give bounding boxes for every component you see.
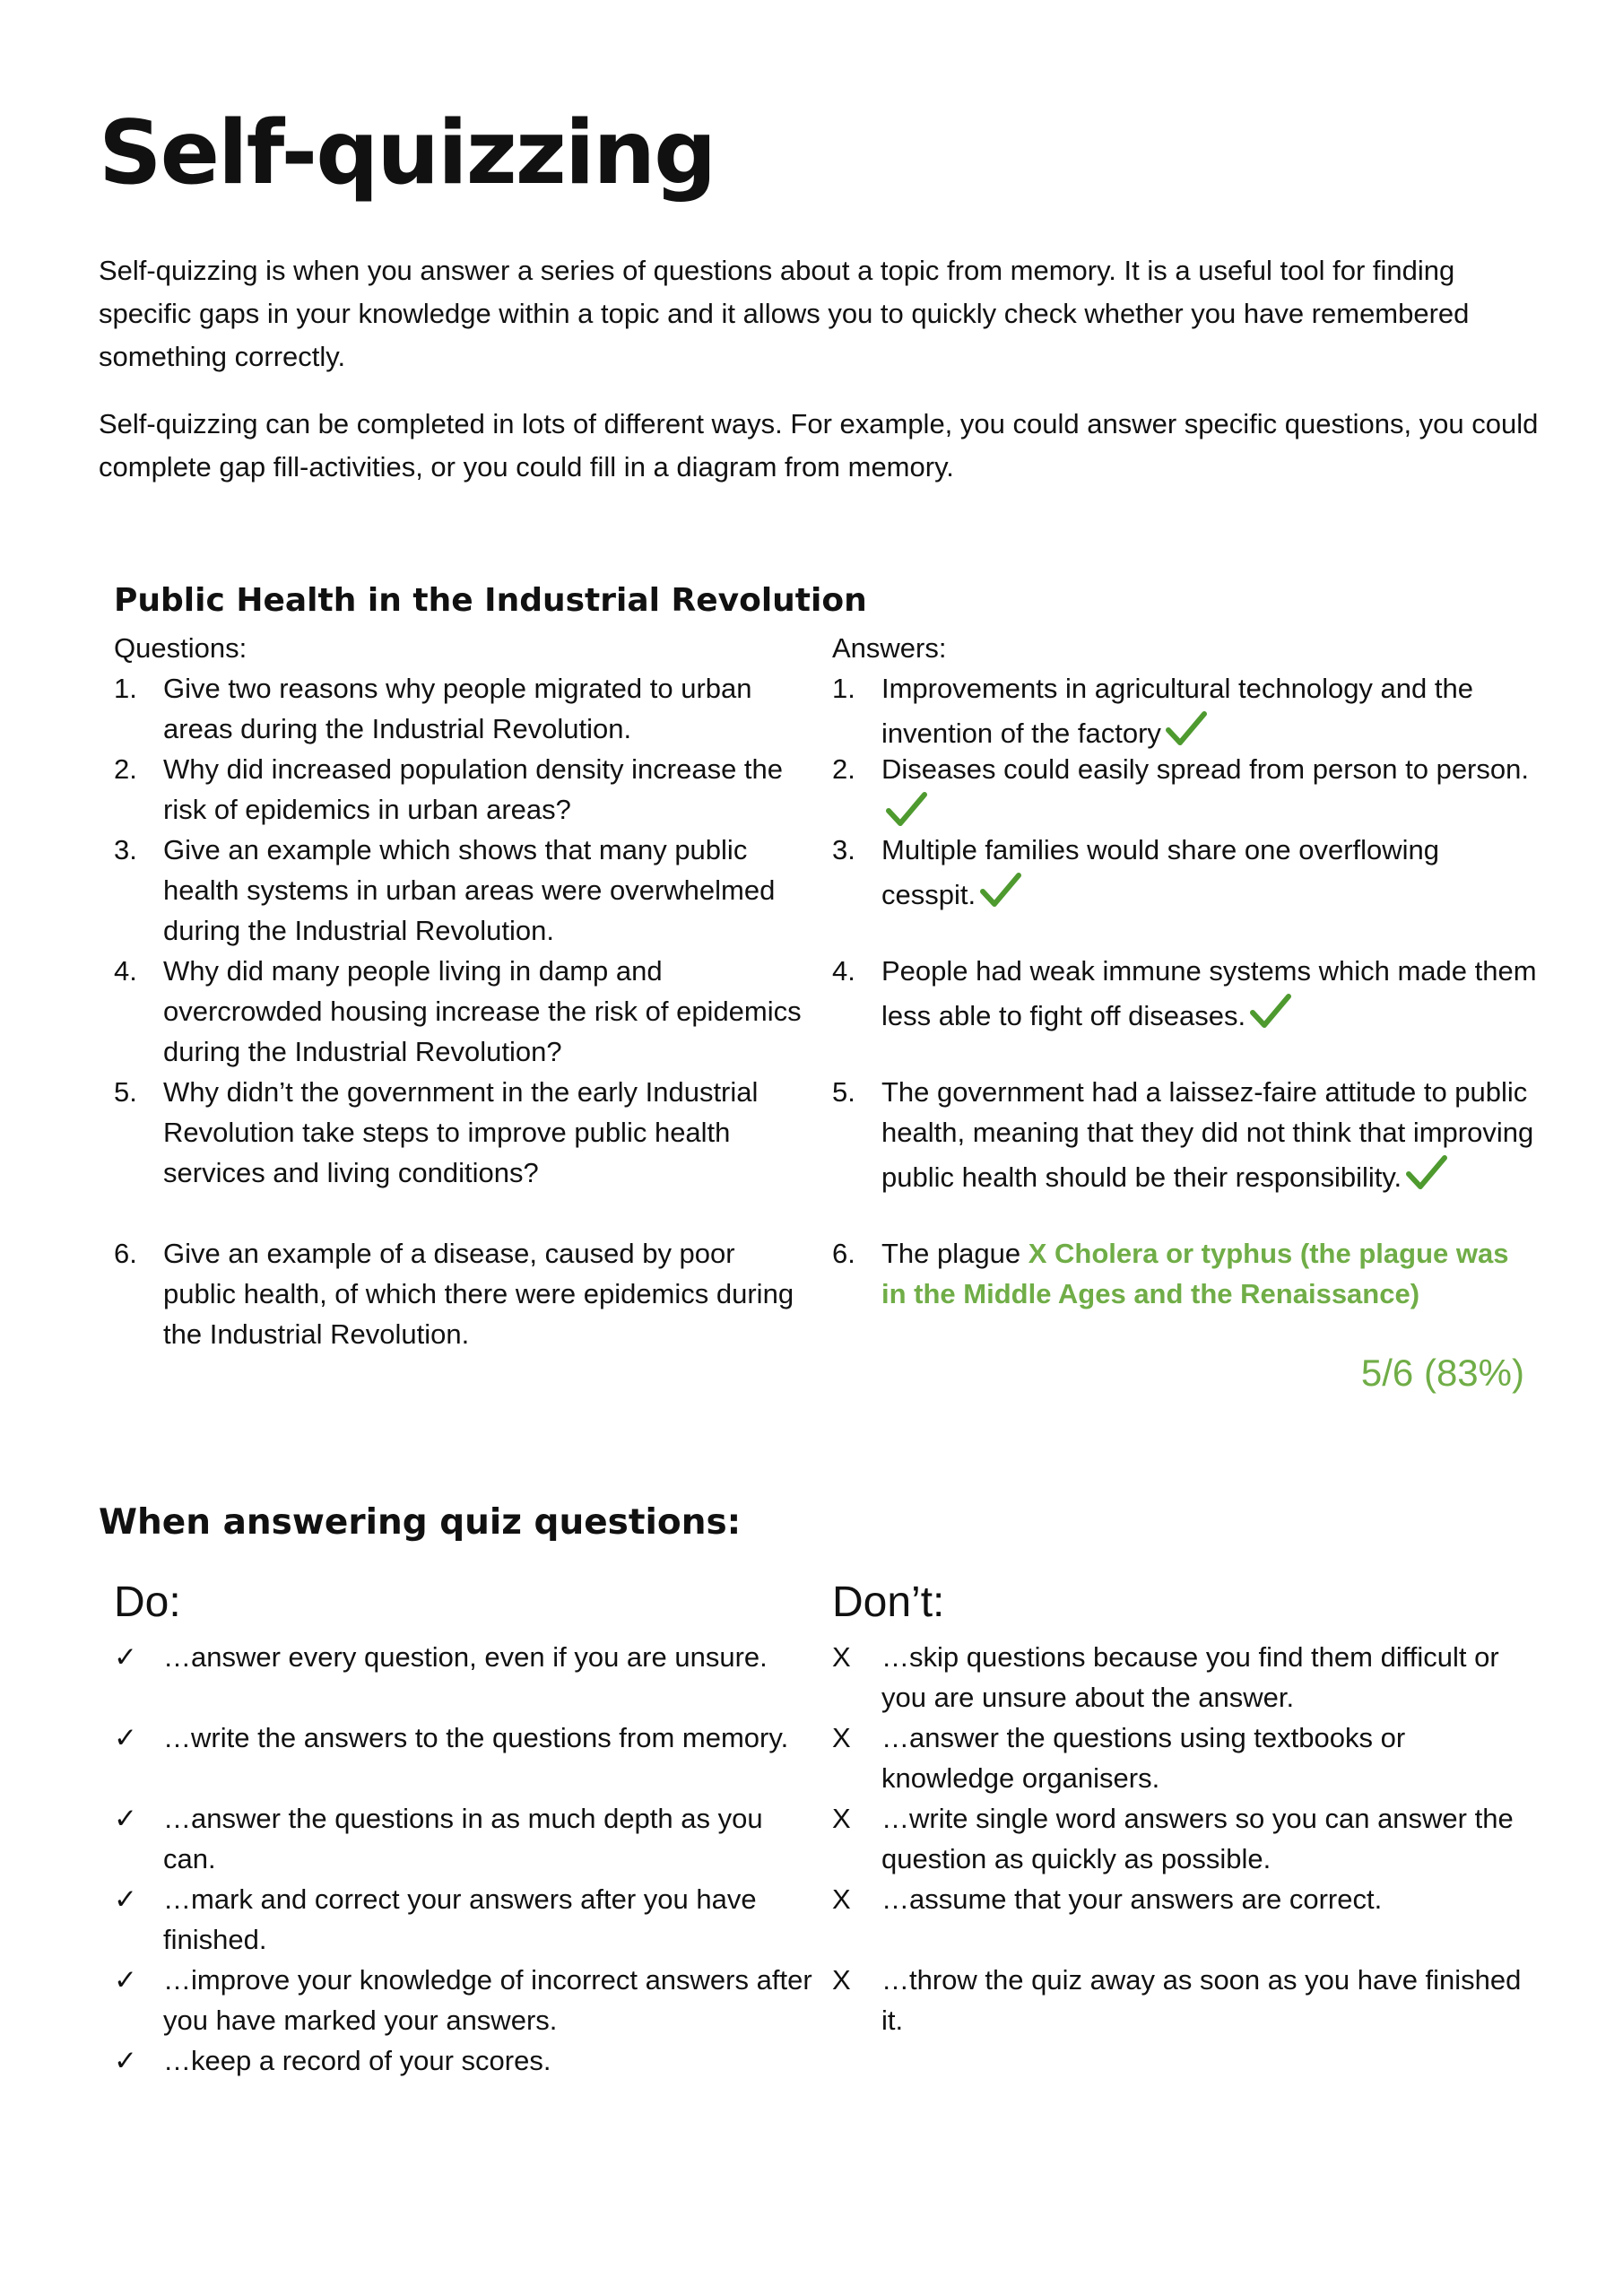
answer-correction: X Cholera or typhus (the plague was in the Middle Ages and the Renaissance): [881, 1238, 1509, 1309]
answer-number: 6.: [832, 1238, 855, 1269]
check-mark-icon: [883, 789, 930, 829]
answer-number: 4.: [832, 955, 855, 987]
questions-heading: Questions:: [114, 632, 247, 664]
answer-number: 3.: [832, 834, 855, 865]
answer-item: [832, 668, 1541, 753]
question-item: [114, 830, 804, 951]
question-item: [114, 668, 804, 749]
do-item: [114, 1798, 813, 1879]
do-item: [114, 1879, 813, 1960]
answers-heading: Answers:: [832, 632, 947, 664]
dont-item: [832, 1960, 1541, 2040]
cross-icon: X: [832, 1803, 851, 1834]
tick-icon: ✓: [114, 2045, 137, 2076]
question-number: 2.: [114, 753, 137, 785]
tick-icon: ✓: [114, 1964, 137, 1996]
do-item: [114, 2040, 813, 2081]
tick-icon: ✓: [114, 1883, 137, 1915]
tick-icon: ✓: [114, 1722, 137, 1753]
answer-text: Improvements in agricultural technology and the invention of the factory: [881, 673, 1473, 749]
question-item: [114, 749, 804, 830]
page-title: Self-quizzing: [99, 102, 716, 204]
answer-text: Multiple families would share one overflowing cesspit.: [881, 834, 1440, 910]
dont-heading: Don’t:: [832, 1578, 945, 1626]
answer-text: The government had a laissez-faire attitude to public health, meaning that they did not think that improving public health should be their responsibility.: [881, 1076, 1534, 1193]
question-text: Why didn’t the government in the early Industrial Revolution take steps to improve public health services and living conditions?: [163, 1076, 759, 1188]
question-text: Why did many people living in damp and overcrowded housing increase the risk of epidemics during the Industrial Revolution?: [163, 955, 802, 1067]
dont-item: [832, 1718, 1541, 1798]
dont-text: …skip questions because you find them difficult or you are unsure about the answer.: [881, 1641, 1499, 1713]
check-mark-icon: [1403, 1152, 1450, 1192]
answer-number: 1.: [832, 673, 855, 704]
check-mark-icon: [1247, 991, 1294, 1031]
answer-item: [832, 1072, 1541, 1197]
do-text: …improve your knowledge of incorrect answers after you have marked your answers.: [163, 1964, 812, 2036]
answer-number: 2.: [832, 753, 855, 785]
do-text: …answer every question, even if you are unsure.: [163, 1641, 768, 1673]
dont-text: …answer the questions using textbooks or knowledge organisers.: [881, 1722, 1406, 1794]
tick-icon: ✓: [114, 1641, 137, 1673]
check-mark-icon: [977, 870, 1024, 909]
question-number: 4.: [114, 955, 137, 987]
answer-item: [832, 951, 1541, 1036]
question-number: 6.: [114, 1238, 137, 1269]
question-number: 5.: [114, 1076, 137, 1108]
dont-item: [832, 1637, 1541, 1718]
dont-item: [832, 1798, 1541, 1879]
cross-icon: X: [832, 1722, 851, 1753]
question-item: [114, 1072, 804, 1193]
dont-text: …assume that your answers are correct.: [881, 1883, 1383, 1915]
question-item: [114, 1233, 804, 1354]
cross-icon: X: [832, 1964, 851, 1996]
do-text: …mark and correct your answers after you have finished.: [163, 1883, 757, 1955]
answer-item: [832, 1233, 1541, 1314]
dont-text: …throw the quiz away as soon as you have finished it.: [881, 1964, 1522, 2036]
answer-text: The plague: [881, 1238, 1021, 1269]
dont-item: [832, 1879, 1541, 1919]
question-text: Give an example which shows that many public health systems in urban areas were overwhelmed during the Industrial Revolution.: [163, 834, 776, 946]
dont-text: …write single word answers so you can answer the question as quickly as possible.: [881, 1803, 1514, 1874]
question-text: Give two reasons why people migrated to urban areas during the Industrial Revolution.: [163, 673, 752, 744]
answer-number: 5.: [832, 1076, 855, 1108]
do-text: …answer the questions in as much depth as you can.: [163, 1803, 763, 1874]
quiz-score: 5/6 (83%): [1360, 1352, 1524, 1394]
question-item: [114, 951, 804, 1072]
tips-title: When answering quiz questions:: [99, 1502, 742, 1543]
cross-icon: X: [832, 1641, 851, 1673]
tick-icon: ✓: [114, 1803, 137, 1834]
do-item: [114, 1960, 813, 2040]
do-item: [114, 1637, 813, 1677]
question-number: 1.: [114, 673, 137, 704]
do-text: …keep a record of your scores.: [163, 2045, 551, 2076]
question-number: 3.: [114, 834, 137, 865]
quiz-title: Public Health in the Industrial Revolution: [114, 582, 867, 619]
do-item: [114, 1718, 813, 1758]
do-heading: Do:: [114, 1578, 181, 1626]
check-mark-icon: [1163, 709, 1210, 748]
intro-paragraph-2: Self-quizzing can be completed in lots of different ways. For example, you could answer specific questions, you could complete gap fill-activities, or you could fill in a diagram from memory.: [99, 408, 1539, 483]
intro-paragraph-1: Self-quizzing is when you answer a series of questions about a topic from memory. It is a useful tool for finding specific gaps in your knowledge within a topic and it allows you to quickly check whether you have remembered something correctly.: [99, 255, 1470, 372]
answer-text: People had weak immune systems which made them less able to fight off diseases.: [881, 955, 1537, 1031]
question-text: Give an example of a disease, caused by poor public health, of which there were epidemics during the Industrial Revolution.: [163, 1238, 794, 1350]
question-text: Why did increased population density increase the risk of epidemics in urban areas?: [163, 753, 784, 825]
answer-item: [832, 749, 1541, 834]
do-text: …write the answers to the questions from memory.: [163, 1722, 789, 1753]
answer-text: Diseases could easily spread from person to person.: [881, 753, 1529, 785]
cross-icon: X: [832, 1883, 851, 1915]
answer-item: [832, 830, 1541, 915]
